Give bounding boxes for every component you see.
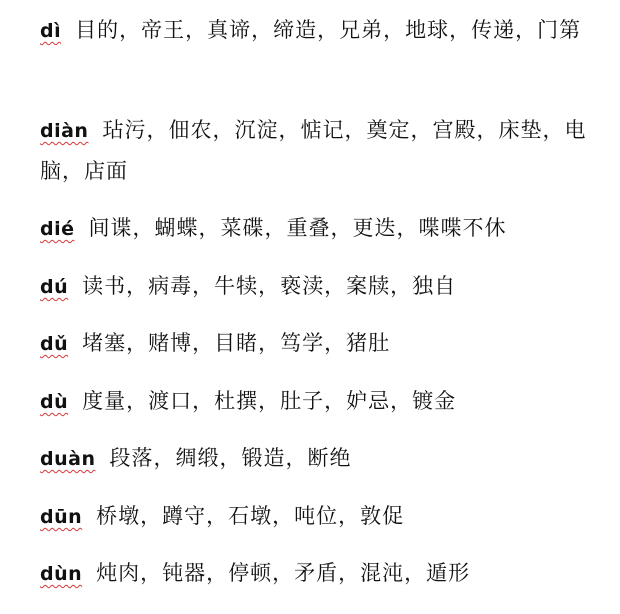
word-list: 段落，绸缎，锻造，断绝 (109, 446, 352, 470)
word-list: 目的，帝王，真谛，缔造，兄弟，地球，传递，门第 (75, 18, 582, 42)
pinyin-label: dūn (40, 506, 83, 528)
pinyin-label: dié (40, 218, 75, 240)
pinyin-label: dùn (40, 563, 83, 585)
entry-duan4 (40, 438, 610, 479)
entry-dian4 (40, 110, 610, 191)
word-list: 桥墩，蹲守，石墩，吨位，敦促 (96, 504, 405, 528)
pinyin-label: dù (40, 391, 69, 413)
entry-du4 (40, 381, 610, 422)
word-list: 度量，渡口，杜撰，肚子，妒忌，镀金 (82, 389, 457, 413)
entry-du3 (40, 323, 610, 364)
entry-dun4 (40, 553, 610, 594)
entry-di4 (40, 10, 610, 51)
word-list: 玷污，佃农，沉淀，惦记，奠定，宫殿，床垫，电脑，店面 (40, 118, 587, 183)
pinyin-label: dì (40, 20, 62, 42)
word-list: 间谍，蝴蝶，菜碟，重叠，更迭，喋喋不休 (88, 216, 507, 240)
pinyin-label: dǔ (40, 333, 69, 355)
pinyin-label: diàn (40, 120, 89, 142)
entry-du2 (40, 266, 610, 307)
pinyin-label: duàn (40, 448, 96, 470)
word-list: 读书，病毒，牛犊，亵渎，案牍，独自 (82, 274, 457, 298)
entry-dun1 (40, 496, 610, 537)
word-list: 炖肉，钝器，停顿，矛盾，混沌，遁形 (96, 561, 471, 585)
entry-die2 (40, 208, 610, 249)
word-list: 堵塞，赌博，目睹，笃学，猪肚 (82, 331, 391, 355)
pinyin-label: dú (40, 276, 69, 298)
